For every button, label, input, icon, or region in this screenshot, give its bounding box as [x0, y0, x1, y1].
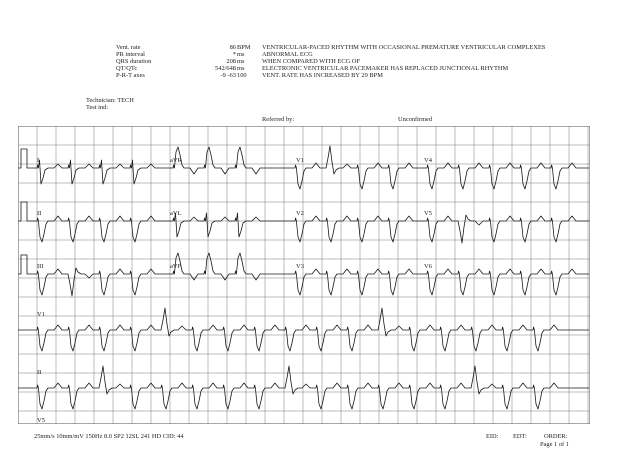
measurement-row [116, 44, 256, 51]
measurement-unit: ms [237, 58, 245, 65]
lead-label: aVL [170, 210, 182, 217]
measurement-label: PR interval [116, 51, 145, 58]
lead-label: V4 [424, 157, 432, 164]
measurement-unit: ms [237, 65, 245, 72]
lead-label: V5 [37, 417, 45, 424]
lead-label: V2 [296, 210, 304, 217]
measurement-label: QT/QTc [116, 65, 138, 72]
measurement-row [116, 72, 256, 79]
technician-label: Technician: TECH [86, 97, 134, 104]
measurement-label: P-R-T axes [116, 72, 145, 79]
ecg-trace [18, 202, 589, 243]
measurement-label: QRS duration [116, 58, 152, 65]
measurement-row [116, 51, 256, 58]
eid-label: EID: [486, 433, 499, 440]
interpretation-line: VENTRICULAR-PACED RHYTHM WITH OCCASIONAL PREMATURE VENTRICULAR COMPLEXES [262, 44, 546, 51]
lead-label: V1 [37, 311, 45, 318]
measurement-unit: ms [237, 51, 245, 58]
lead-label: I [37, 157, 40, 164]
ecg-trace [18, 146, 589, 189]
interpretation-line: ELECTRONIC VENTRICULAR PACEMAKER HAS REPLACED JUNCTIONAL RHYTHM [262, 65, 509, 72]
lead-label: II [37, 369, 42, 376]
interpretation-block [262, 44, 545, 79]
measurement-value: 542/648 [215, 65, 236, 72]
lead-label: aVF [170, 263, 182, 270]
lead-label: V3 [296, 263, 304, 270]
order-label: ORDER: [544, 433, 568, 440]
lead-labels [37, 157, 433, 424]
page-number: Page 1 of 1 [540, 441, 569, 448]
edt-label: EDT: [513, 433, 527, 440]
interpretation-line: ABNORMAL ECG [262, 51, 313, 58]
measurement-value: * [232, 51, 236, 58]
ecg-trace [18, 253, 589, 296]
lead-label: V5 [424, 210, 432, 217]
measurement-row [116, 58, 256, 65]
test-ind-label: Test ind: [86, 104, 109, 111]
unconfirmed-label: Unconfirmed [398, 116, 433, 123]
ecg-trace [18, 308, 589, 351]
measurement-unit: 100 [237, 72, 247, 79]
lead-label: III [37, 263, 44, 270]
referred-by-label: Referred by: [262, 116, 295, 123]
lead-label: aVR [170, 157, 182, 164]
interpretation-line: VENT. RATE HAS INCREASED BY 29 BPM [262, 72, 383, 79]
ecg-trace [18, 366, 589, 409]
recording-settings: 25mm/s 10mm/mV 150Hz 8.0 SP2 12SL 241 HD CID: 44 [34, 433, 184, 440]
measurement-value: 86 [229, 44, 236, 51]
interpretation-line: WHEN COMPARED WITH ECG OF [262, 58, 360, 65]
lead-label: II [37, 210, 42, 217]
measurements-block [116, 44, 256, 79]
measurement-row [116, 65, 256, 72]
lead-label: V6 [424, 263, 432, 270]
measurement-label: Vent. rate [116, 44, 141, 51]
lead-label: V1 [296, 157, 304, 164]
measurement-unit: BPM [237, 44, 251, 51]
ecg-traces [18, 146, 589, 409]
measurement-value: 208 [226, 58, 236, 65]
measurement-value: -9 -63 [220, 72, 236, 79]
ecg-grid [18, 126, 590, 424]
